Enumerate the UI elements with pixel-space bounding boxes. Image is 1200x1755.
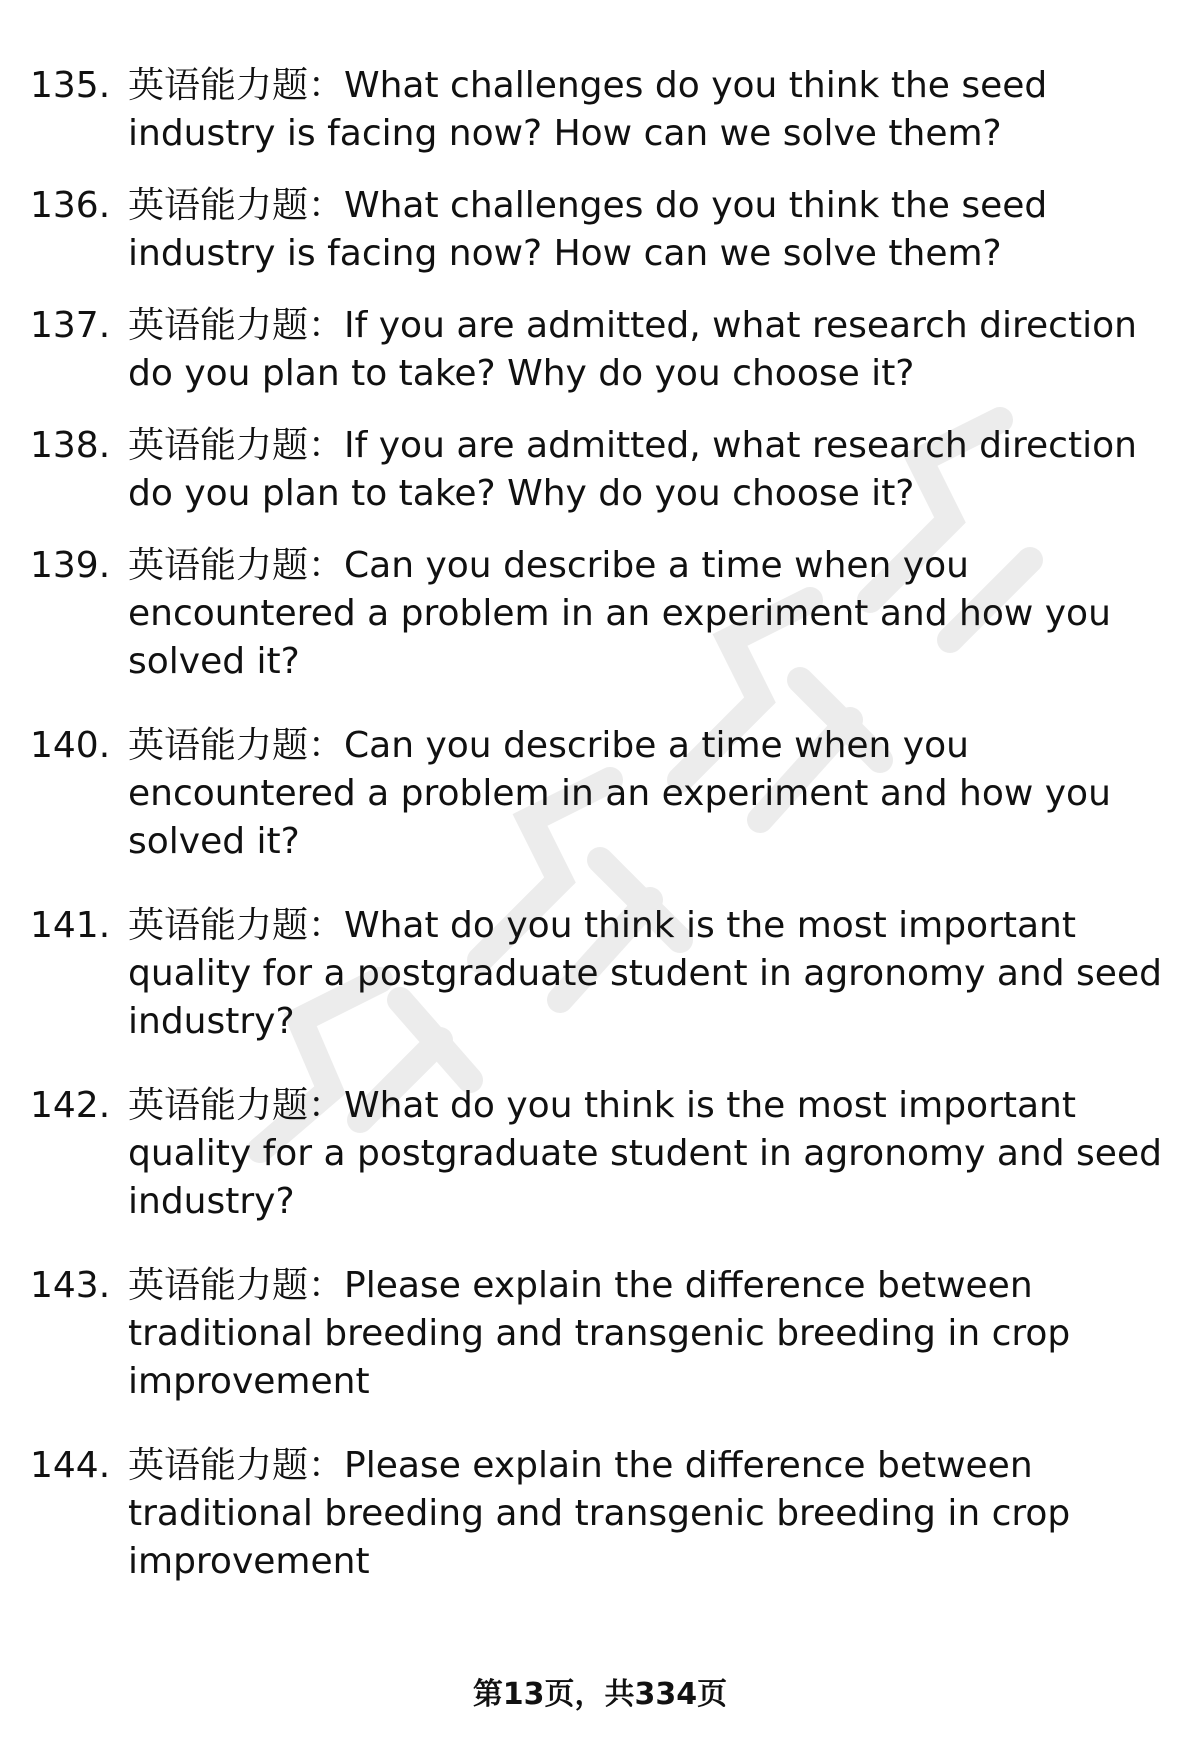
question-body: [128, 1262, 1168, 1406]
page-footer: 第13页，共334页: [472, 1677, 728, 1712]
question-number: 139.: [30, 545, 111, 586]
question-number: 141.: [30, 905, 111, 946]
question-number: 144.: [30, 1445, 111, 1486]
question-number: 136.: [30, 185, 111, 226]
question-label: 英语能力题：: [128, 725, 345, 766]
question-body: [128, 62, 1168, 158]
question-body: [128, 902, 1168, 1046]
question-body: [128, 302, 1168, 398]
question-body: [128, 422, 1168, 518]
question-text: If you are admitted, what research direction do you plan to take? Why do you choose it?: [128, 425, 1137, 514]
question-label: 英语能力题：: [128, 65, 345, 106]
question-text: What do you think is the most important quality for a postgraduate student in agronomy and seed industry?: [128, 905, 1162, 1042]
question-text: Can you describe a time when you encountered a problem in an experiment and how you solved it?: [128, 545, 1111, 682]
question-text: What do you think is the most important quality for a postgraduate student in agronomy and seed industry?: [128, 1085, 1162, 1222]
question-label: 英语能力题：: [128, 545, 345, 586]
question-label: 英语能力题：: [128, 425, 345, 466]
question-number: 138.: [30, 425, 111, 466]
question-label: 英语能力题：: [128, 1445, 345, 1486]
question-number: 143.: [30, 1265, 111, 1306]
question-label: 英语能力题：: [128, 1265, 345, 1306]
question-body: [128, 1442, 1168, 1586]
question-text: What challenges do you think the seed industry is facing now? How can we solve them?: [128, 65, 1048, 154]
question-body: [128, 182, 1168, 278]
question-text: What challenges do you think the seed industry is facing now? How can we solve them?: [128, 185, 1048, 274]
question-label: 英语能力题：: [128, 305, 345, 346]
question-number: 135.: [30, 65, 111, 106]
question-text: If you are admitted, what research direction do you plan to take? Why do you choose it?: [128, 305, 1137, 394]
question-label: 英语能力题：: [128, 905, 345, 946]
question-number: 137.: [30, 305, 111, 346]
question-body: [128, 542, 1168, 686]
question-number: 140.: [30, 725, 111, 766]
question-body: [128, 1082, 1168, 1226]
question-body: [128, 722, 1168, 866]
question-text: Please explain the difference between traditional breeding and transgenic breeding in crop improvement: [128, 1265, 1071, 1402]
question-text: Can you describe a time when you encountered a problem in an experiment and how you solved it?: [128, 725, 1111, 862]
question-number: 142.: [30, 1085, 111, 1126]
question-label: 英语能力题：: [128, 185, 345, 226]
question-text: Please explain the difference between traditional breeding and transgenic breeding in crop improvement: [128, 1445, 1071, 1582]
question-label: 英语能力题：: [128, 1085, 345, 1126]
